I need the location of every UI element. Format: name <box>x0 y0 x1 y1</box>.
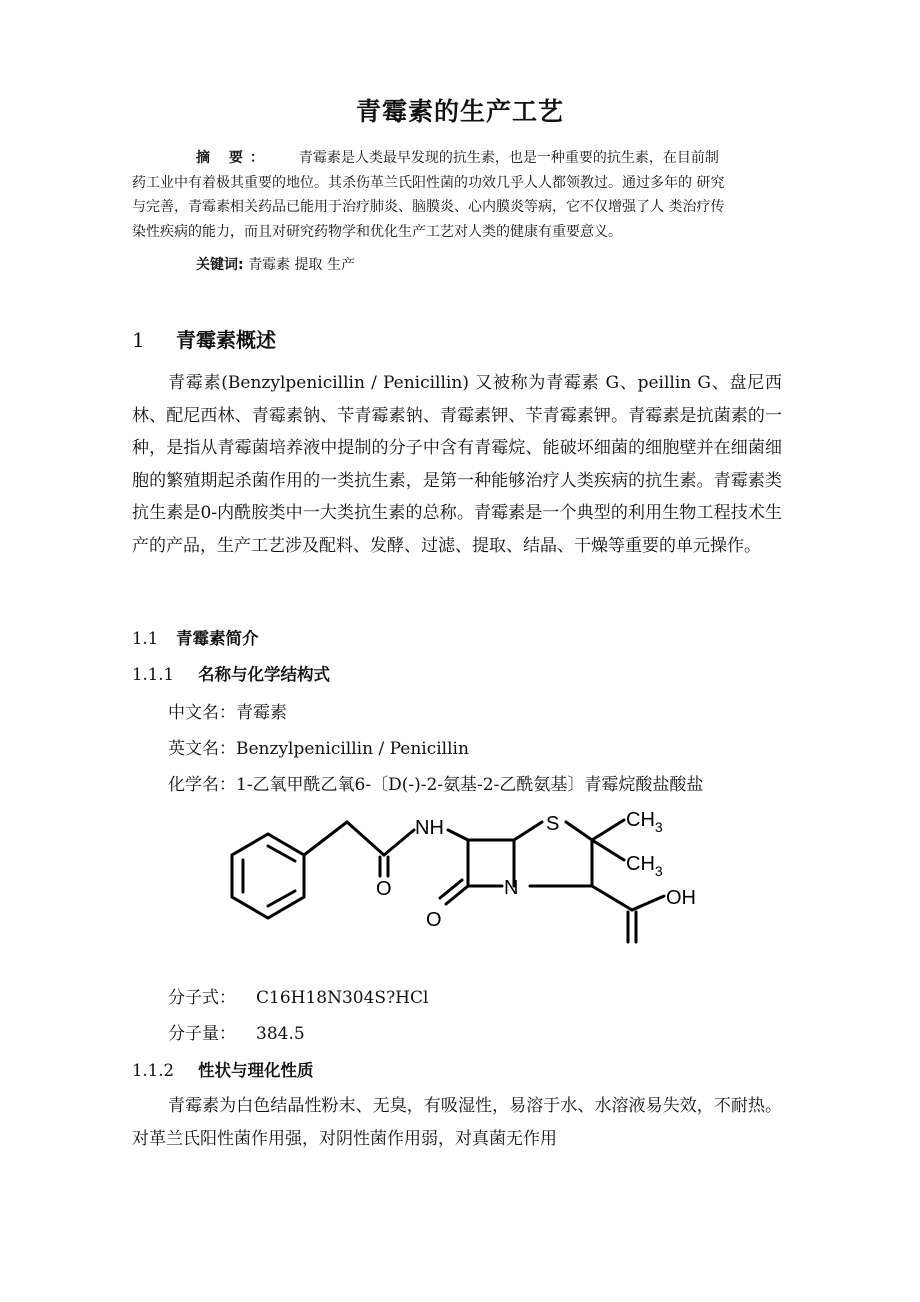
weight-value: 384.5 <box>256 1024 305 1044</box>
sulfur-label: S <box>546 813 560 835</box>
methyl-bond <box>592 840 624 860</box>
keywords-value: 青霉素 提取 生产 <box>248 257 355 273</box>
carbonyl-bond <box>347 822 384 855</box>
subsection-number: 1.1 <box>132 629 159 648</box>
chemical-name: 化学名：1-乙氧甲酰乙氧6-〔D(-)-2-氨基-2-乙酰氨基〕青霉烷酸盐酸盐 <box>168 775 704 795</box>
abstract-line: 与完善，青霉素相关药品已能用于治疗肺炎、脑膜炎、心内膜炎等病，它不仅增强了人 类治疗传 <box>132 199 725 215</box>
ch3-top-label <box>626 809 663 835</box>
abstract-text: 青霉素是人类最早发现的抗生素，也是一种重要的抗生素，在目前制 <box>298 150 719 166</box>
molecular-weight <box>168 1019 305 1044</box>
subsubsection-number: 1.1.2 <box>132 1061 174 1080</box>
abstract-label: 摘 要： <box>196 150 271 166</box>
ch3-bottom-text: CH <box>626 853 655 875</box>
abstract-line: 染性疾病的能力，而且对研究药物学和优化生产工艺对人类的健康有重要意义。 <box>132 223 622 240</box>
formula-value: C16H18N304S?HCl <box>256 988 429 1008</box>
molecular-formula <box>168 983 428 1008</box>
nh-label: NH <box>415 817 444 839</box>
subsection-heading <box>132 625 259 649</box>
abstract-line: 药工业中有着极其重要的地位。其杀伤革兰氏阳性菌的功效几乎人人都领教过。通过多年的 研究 <box>132 174 725 191</box>
ch3-top-text: CH <box>626 809 655 831</box>
thiazolidine-bond <box>566 822 592 840</box>
abstract <box>132 146 792 244</box>
ch2-bond <box>304 822 347 855</box>
thiazolidine-bond <box>514 822 542 840</box>
english-name: 英文名：Benzylpenicillin / Penicillin <box>168 739 469 759</box>
section-number: 1 <box>132 328 145 352</box>
document-title: 青霉素的生产工艺 <box>355 97 564 126</box>
subsubsection-heading <box>132 1057 314 1081</box>
ch3-bottom-subscript: 3 <box>654 863 663 879</box>
lactam-oxygen-label: O <box>426 909 442 931</box>
amide-n-bond <box>384 830 414 855</box>
subsubsection-title: 名称与化学结构式 <box>198 665 330 684</box>
penicillin-structure-diagram <box>212 800 712 950</box>
methyl-bond <box>592 820 624 840</box>
formula-label: 分子式： <box>168 988 236 1008</box>
amide-oxygen-label: O <box>376 878 392 900</box>
carboxyl-oh-bond <box>632 896 664 910</box>
subsection-title: 青霉素简介 <box>176 629 259 648</box>
weight-label: 分子量： <box>168 1024 236 1044</box>
abstract-line <box>132 146 792 171</box>
section-paragraph: 青霉素(Benzylpenicillin / Penicillin) 又被称为青霉素 G、peillin G、盘尼西林、配尼西林、青霉素钠、苄青霉素钠、青霉素钾、苄青霉素钾。青霉素是抗菌素的一种，是指从青霉菌培养液中提制的分子中含有青霉烷、能破坏细菌的细胞壁并在细菌细胞的繁殖期起杀菌作用的一类抗生素，是第一种能够治疗人类疾病的抗生素。青霉素类抗生素是0-内酰胺类中一大类抗生素的总称。青霉素是一个典型的利用生物工程技术生产的产品，生产工艺涉及配料、发酵、过滤、提取、结晶、干燥等重要的单元操作。 <box>132 373 782 556</box>
section-title: 青霉素概述 <box>176 328 276 352</box>
hydroxyl-label: OH <box>666 887 696 909</box>
subsubsection-heading <box>132 661 330 685</box>
keywords-label: 关键词: <box>196 257 244 273</box>
nh-beta-lactam-bond <box>448 830 468 840</box>
nitrogen-label: N <box>504 877 519 899</box>
keywords <box>196 254 355 274</box>
subsubsection-number: 1.1.1 <box>132 665 174 684</box>
ch3-top-subscript: 3 <box>654 819 663 835</box>
properties-paragraph: 青霉素为白色结晶性粉末、无臭，有吸湿性，易溶于水、水溶液易失效，不耐热。对革兰氏阳性菌作用强，对阴性菌作用弱，对真菌无作用 <box>132 1096 782 1149</box>
subsubsection-title: 性状与理化性质 <box>198 1061 314 1080</box>
section-heading <box>132 324 276 353</box>
chinese-name: 中文名：青霉素 <box>168 703 287 723</box>
ch3-bottom-label <box>626 853 663 879</box>
carboxyl-bond <box>592 886 632 910</box>
